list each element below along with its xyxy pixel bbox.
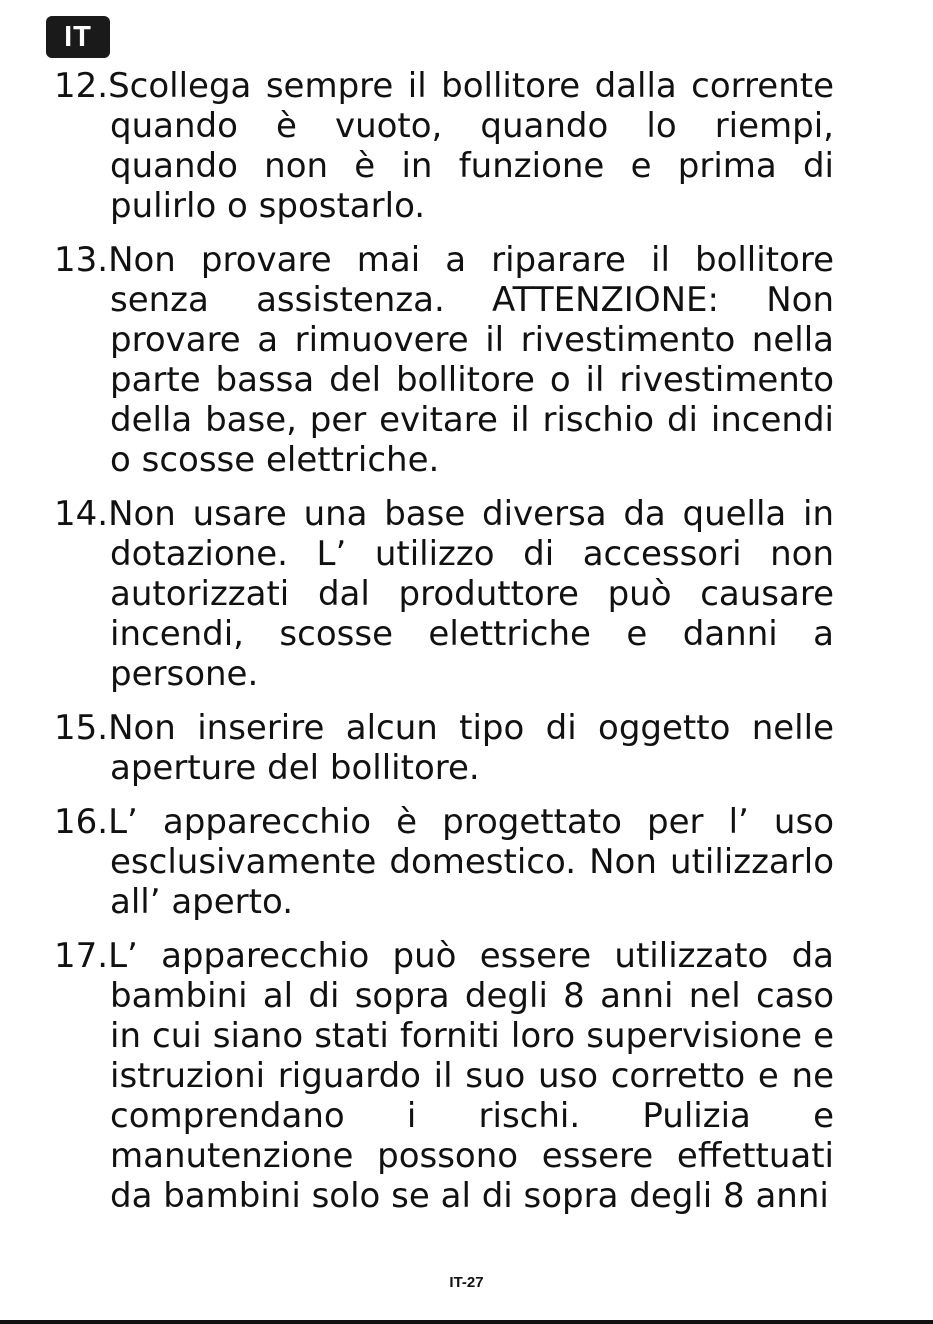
instruction-line: 15.Non inserire alcun tipo di oggetto nelle (54, 708, 834, 748)
instruction-line: persone. (110, 654, 259, 694)
instruction-item-17 (54, 936, 834, 1216)
language-label: IT (64, 20, 92, 53)
instruction-line: dotazione. L’ utilizzo di accessori non (110, 534, 834, 574)
instruction-line: 12.Scollega sempre il bollitore dalla corrente (54, 66, 834, 106)
instruction-line: senza assistenza. ATTENZIONE: Non (110, 280, 834, 320)
instruction-line: comprendano i rischi. Pulizia e (110, 1096, 834, 1136)
instruction-item-15 (54, 708, 834, 788)
instruction-line: 17.L’ apparecchio può essere utilizzato da (54, 936, 834, 976)
instruction-item-14 (54, 494, 834, 694)
instruction-line: all’ aperto. (110, 882, 293, 922)
instruction-line: istruzioni riguardo il suo uso corretto e ne (110, 1056, 834, 1096)
language-badge (46, 16, 110, 58)
instruction-item-12 (54, 66, 834, 226)
instruction-line: quando è vuoto, quando lo riempi, (110, 106, 834, 146)
page-number: IT-27 (449, 1274, 484, 1291)
instruction-list (54, 66, 834, 1230)
instruction-line: della base, per evitare il rischio di incendi (110, 400, 834, 440)
instruction-line: incendi, scosse elettriche e danni a (110, 614, 834, 654)
instruction-item-13 (54, 240, 834, 480)
bottom-divider (0, 1320, 933, 1324)
instruction-line: o scosse elettriche. (110, 440, 440, 480)
instruction-line: provare a rimuovere il rivestimento nella (110, 320, 834, 360)
instruction-item-16 (54, 802, 834, 922)
instruction-line: pulirlo o spostarlo. (110, 186, 426, 226)
instruction-line: bambini al di sopra degli 8 anni nel caso (110, 976, 834, 1016)
instruction-line: da bambini solo se al di sopra degli 8 anni (110, 1176, 829, 1216)
instruction-line: aperture del bollitore. (110, 748, 480, 788)
instruction-line: esclusivamente domestico. Non utilizzarlo (110, 842, 834, 882)
instruction-line: autorizzati dal produttore può causare (110, 574, 834, 614)
instruction-line: quando non è in funzione e prima di (110, 146, 834, 186)
instruction-line: 16.L’ apparecchio è progettato per l’ uso (54, 802, 834, 842)
instruction-line: 14.Non usare una base diversa da quella in (54, 494, 834, 534)
instruction-line: in cui siano stati forniti loro supervisione e (110, 1016, 834, 1056)
instruction-line: 13.Non provare mai a riparare il bollitore (54, 240, 834, 280)
instruction-line: parte bassa del bollitore o il rivestimento (110, 360, 834, 400)
instruction-line: manutenzione possono essere effettuati (110, 1136, 834, 1176)
